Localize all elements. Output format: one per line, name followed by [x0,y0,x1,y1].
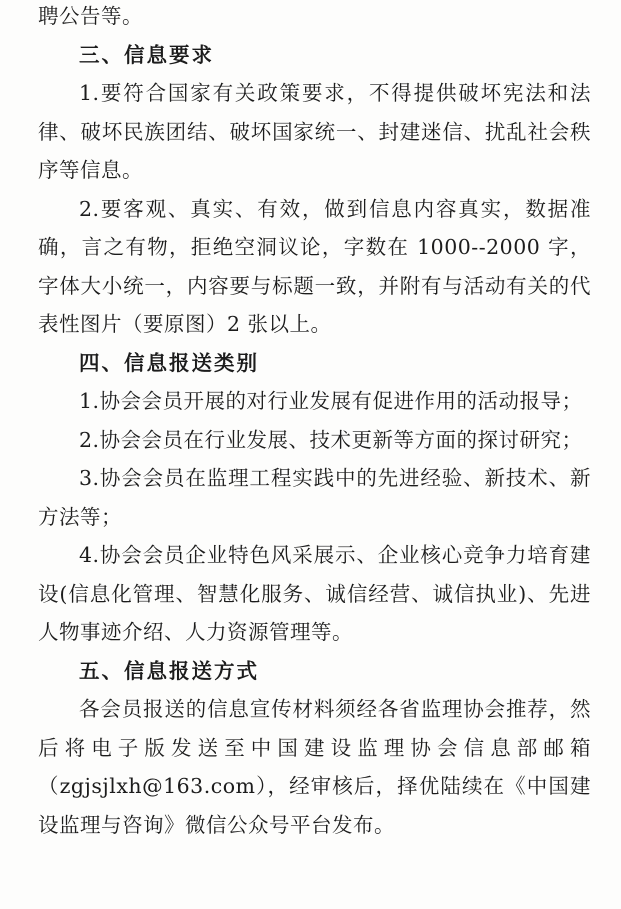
section-4-item-1: 1.协会会员开展的对行业发展有促进作用的活动报导； [79,389,583,413]
document-body [38,0,591,844]
section-3-item-2: 2.要客观、真实、有效，做到信息内容真实，数据准确，言之有物，拒绝空洞议论，字数在 1000--2000 字，字体大小统一，内容要与标题一致，并附有与活动有关的代表性图片（要原图）2 张以上。 [38,196,591,336]
section-5-body: 各会员报送的信息宣传材料须经各省监理协会推荐，然后将电子版发送至中国建设监理协会信息部邮箱（zgjsjlxh@163.com），经审核后，择优陆续在《中国建设监理与咨询》微信公众号平台发布。 [38,697,591,837]
section-5-heading: 五、信息报送方式 [79,658,259,683]
section-3-item-1: 1.要符合国家有关政策要求，不得提供破坏宪法和法律、破坏民族团结、破坏国家统一、封建迷信、扰乱社会秩序等信息。 [38,81,591,182]
section-4-item-3: 3.协会会员在监理工程实践中的先进经验、新技术、新方法等； [38,466,591,529]
section-4-item-4: 4.协会会员企业特色风采展示、企业核心竞争力培育建设(信息化管理、智慧化服务、诚信经营、诚信执业)、先进人物事迹介绍、人力资源管理等。 [38,543,591,644]
section-4-item-2: 2.协会会员在行业发展、技术更新等方面的探讨研究； [79,427,583,452]
section-4-heading: 四、信息报送类别 [79,350,259,375]
section-3-heading: 三、信息要求 [79,42,214,67]
lead-line: 聘公告等。 [38,4,143,28]
